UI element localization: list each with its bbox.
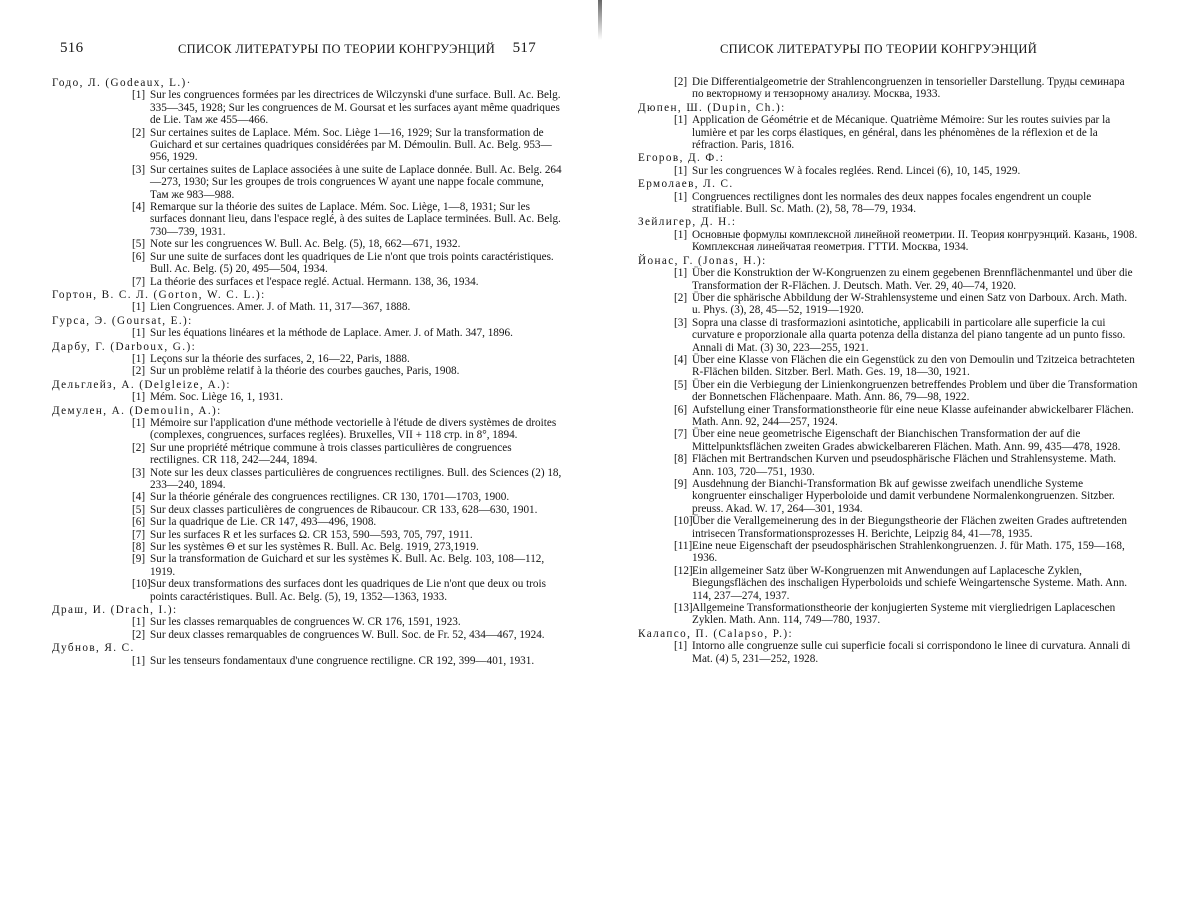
right-bibliography	[638, 76, 1138, 665]
author-heading	[52, 289, 562, 301]
author-name: Драш, И. (Drach, I.):	[52, 604, 178, 617]
author-name: Дюпен, Ш. (Dupin, Ch.):	[638, 101, 786, 114]
entry-number: [10]	[674, 515, 693, 528]
entry-text: Mémoire sur l'application d'une méthode vectorielle à l'étude de divers systèmes de droites (complexes, congruences, surfaces reglées). Bruxelles, VII + 118 стр. in 8°, 1894.	[150, 416, 557, 442]
entry-text: Allgemeine Transformationstheorie der konjugierten Systeme mit viergliedrigen Laplaceschen Zyklen. Math. Ann. 114, 749—780, 1937.	[692, 602, 1116, 627]
bib-entry	[674, 453, 1138, 478]
entry-number: [1]	[674, 164, 688, 177]
entry-text: Note sur les congruences W. Bull. Ac. Belg. (5), 18, 662—671, 1932.	[150, 238, 461, 251]
bib-entry	[132, 655, 562, 667]
entry-number: [1]	[674, 228, 688, 241]
entry-number: [6]	[674, 403, 688, 416]
bib-entry	[674, 428, 1138, 453]
author-name: Гурса, Э. (Goursat, E.):	[52, 314, 193, 327]
author-heading	[52, 604, 562, 616]
right-running-title: СПИСОК ЛИТЕРАТУРЫ ПО ТЕОРИИ КОНГРУЭНЦИЙ	[720, 42, 1038, 56]
bib-entry	[132, 529, 562, 541]
bib-entry	[674, 404, 1138, 429]
bib-entry	[132, 365, 562, 377]
entry-text: Über die sphärische Abbildung der W-Strahlensysteme und einen Satz von Darboux. Arch. Math. u. Phys. (3), 28, 45—52, 1919—1920.	[692, 291, 1128, 317]
bib-entry	[132, 201, 562, 238]
entry-text: Congruences rectilignes dont les normales des deux nappes focales engendrent un couple stratifiable. Bull. Sc. Math. (2), 58, 78—79, 1934.	[692, 190, 1092, 216]
entry-text: Sur un problème relatif à la théorie des courbes gauches, Paris, 1908.	[150, 365, 460, 378]
entry-number: [1]	[132, 391, 146, 404]
bib-entry	[132, 553, 562, 578]
entry-text: Über die Verallgemeinerung des in der Biegungstheorie der Flächen zweiten Grades auftretenden intrisecen Transformationsprozesses H. Berichte, Leipzig 84, 41—78, 1935.	[692, 515, 1128, 540]
bib-entry	[674, 565, 1138, 602]
bib-entry	[132, 327, 562, 339]
entry-text: Sur certaines suites de Laplace. Mém. Soc. Liège 1—16, 1929; Sur la transformation de Guichard et sur certaines quadriques considérées par M. Démoulin. Bull. Ac. Belg. 953—956, 1929.	[150, 126, 552, 164]
author-heading	[52, 77, 562, 89]
entry-text: Leçons sur la théorie des surfaces, 2, 16—22, Paris, 1888.	[150, 352, 410, 365]
entry-number: [4]	[674, 353, 688, 366]
author-heading	[52, 405, 562, 417]
right-page	[512, 0, 1200, 900]
left-running-title: СПИСОК ЛИТЕРАТУРЫ ПО ТЕОРИИ КОНГРУЭНЦИЙ	[178, 42, 496, 56]
entry-text: Sur la théorie générale des congruences rectilignes. CR 130, 1701—1703, 1900.	[150, 491, 510, 504]
bib-entry	[132, 251, 562, 276]
entry-text: Sur deux classes remarquables de congruences W. Bull. Soc. de Fr. 52, 434—467, 1924.	[150, 628, 545, 641]
entry-text: Mém. Soc. Liège 16, 1, 1931.	[150, 391, 283, 404]
right-page-number: 517	[512, 40, 536, 56]
bib-entry	[132, 629, 562, 641]
bib-entry	[674, 540, 1138, 565]
author-heading	[52, 379, 562, 391]
entry-number: [3]	[674, 316, 688, 329]
entry-number: [1]	[674, 190, 688, 203]
entry-text: Sur les congruences W à focales reglées. Rend. Lincei (6), 10, 145, 1929.	[692, 164, 1021, 177]
entry-number: [2]	[132, 365, 146, 378]
entry-text: Ausdehnung der Bianchi-Transformation Bk auf gewisse zweifach unendliche Systeme kongruenter einschaliger Hyperboloide und damit verbundene Normalenkongruenzen. Sitzber. preuss. Akad. W. 17, 264—301, 1934.	[692, 478, 1115, 515]
bib-entry	[674, 317, 1138, 354]
author-heading	[52, 341, 562, 353]
bib-entry	[132, 127, 562, 164]
entry-number: [5]	[674, 378, 688, 391]
entry-text: Über die Konstruktion der W-Kongruenzen zu einem gegebenen Brennflächenmantel und über die Transformation der R-Flächen. J. Deutsch. Math. Ver. 29, 40—74, 1920.	[692, 267, 1133, 292]
entry-text: Flächen mit Bertrandschen Kurven und pseudosphärische Flächen und Strahlensysteme. Math. Ann. 103, 720—751, 1930.	[692, 453, 1117, 478]
bib-entry	[132, 301, 562, 313]
entry-number: [5]	[132, 503, 146, 516]
bib-entry	[132, 516, 562, 528]
entry-number: [1]	[132, 301, 146, 314]
entry-number: [9]	[674, 478, 688, 490]
entry-number: [2]	[674, 291, 688, 304]
bib-entry	[132, 417, 562, 442]
entry-text: Eine neue Eigenschaft der pseudosphärischen Strahlenkongruenzen. J. für Math. 175, 159—168, 1936.	[692, 540, 1125, 565]
entry-text: Sur la quadrique de Lie. CR 147, 493—496, 1908.	[150, 516, 377, 529]
entry-number: [11]	[674, 540, 693, 553]
author-name: Дельглейз, А. (Delgleize, A.):	[52, 378, 231, 391]
bib-entry	[132, 491, 562, 503]
entry-text: Sur les tenseurs fondamentaux d'une congruence rectiligne. CR 192, 399—401, 1931.	[150, 654, 535, 667]
author-name: Калапсо, П. (Calapso, P.):	[638, 627, 793, 640]
entry-number: [1]	[132, 654, 146, 667]
entry-number: [7]	[132, 528, 146, 541]
bib-entry	[132, 164, 562, 201]
author-name: Дубнов, Я. С.	[52, 642, 135, 655]
author-name: Ермолаев, Л. С.	[638, 178, 734, 191]
entry-number: [1]	[132, 416, 146, 429]
bib-entry	[132, 578, 562, 603]
author-name: Йонас, Г. (Jonas, H.):	[638, 254, 767, 267]
entry-text: Sur certaines suites de Laplace associées à une suite de Laplace donnée. Bull. Ac. Belg. 264—273, 1930; Sur les groupes de trois congruences W ayant une nappe focale commune, Там же 983—988.	[150, 163, 562, 201]
bib-entry	[674, 478, 1138, 515]
entry-text: Über ein die Verbiegung der Linienkongruenzen betreffendes Problem und über die Transformation der Bonnetschen Flächenpaare. Math. Ann. 86, 79—98, 1922.	[692, 378, 1138, 404]
entry-number: [1]	[132, 89, 146, 102]
entry-number: [8]	[132, 541, 146, 554]
entry-number: [4]	[132, 491, 146, 504]
bib-entry	[674, 114, 1138, 151]
entry-text: Remarque sur la théorie des suites de Laplace. Mém. Soc. Liège, 1—8, 1931; Sur les surfaces donnant lieu, dans l'espace reglé, à des suites de Laplace terminées. Bull. Ac. Belg. 730—739, 1931.	[150, 201, 561, 238]
entry-number: [3]	[132, 163, 146, 176]
bib-entry	[674, 191, 1138, 216]
entry-number: [9]	[132, 553, 146, 566]
entry-text: Application de Géométrie et de Mécanique. Quatrième Mémoire: Sur les routes suivies par la lumière et par les corps élastiques, en général, dans les phénomènes de la réflexion et de la réfraction. Paris, 1816.	[692, 114, 1111, 152]
entry-number: [4]	[132, 201, 146, 214]
entry-number: [7]	[132, 275, 146, 288]
entry-text: Note sur les deux classes particulières de congruences rectilignes. Bull. des Sciences (2) 18, 233—240, 1894.	[150, 466, 562, 491]
entry-number: [1]	[132, 616, 146, 629]
entry-text: Sur les congruences formées par les directrices de Wilczynski d'une surface. Bull. Ac. Belg. 335—345, 1928; Sur les congruences de M. Goursat et les surfaces ayant même quadriques de Lie. Там же 455—466.	[150, 89, 561, 127]
entry-text: Ein allgemeiner Satz über W-Kongruenzen mit Anwendungen auf Laplacesche Zyklen, Biegungsflächen des inschaligen Hyperboloids und schiefe Weingartensche Systeme. Math. Ann. 114, 237—274, 1937.	[692, 564, 1128, 602]
entry-number: [7]	[674, 428, 688, 441]
bib-entry	[132, 616, 562, 628]
bib-entry	[674, 165, 1138, 177]
left-page-number: 516	[60, 40, 84, 56]
entry-number: [1]	[674, 114, 688, 127]
bib-entry	[132, 442, 562, 467]
entry-text: Über eine neue geometrische Eigenschaft der Bianchischen Transformation der auf die Mittelpunktsflächen zweiten Grades abwickelbareren Flächen. Math. Ann. 99, 435—478, 1928.	[692, 428, 1121, 453]
entry-number: [3]	[132, 466, 146, 479]
author-heading	[52, 642, 562, 654]
entry-number: [12]	[674, 564, 693, 577]
entry-number: [2]	[132, 628, 146, 641]
author-name: Годо, Л. (Godeaux, L.)·	[52, 77, 192, 89]
bib-entry	[132, 504, 562, 516]
entry-number: [10]	[132, 578, 151, 591]
author-name: Егоров, Д. Ф.:	[638, 152, 725, 165]
entry-number: [13]	[674, 602, 693, 615]
entry-text: Intorno alle congruenze sulle cui superficie focali si corrispondono le linee di curvatura. Annali di Mat. (4) 5, 231—252, 1928.	[692, 640, 1131, 665]
entry-number: [6]	[132, 250, 146, 263]
author-heading	[638, 152, 1138, 164]
author-heading	[638, 628, 1138, 640]
bib-entry	[132, 391, 562, 403]
bib-entry	[132, 238, 562, 250]
author-name: Зейлигер, Д. Н.:	[638, 216, 737, 229]
bib-entry	[132, 89, 562, 126]
entry-number: [1]	[132, 352, 146, 365]
entry-text: Sur les équations linéares et la méthode de Laplace. Amer. J. of Math. 347, 1896.	[150, 327, 513, 340]
left-bibliography	[52, 76, 562, 667]
entry-text: Die Differentialgeometrie der Strahlencongruenzen in tensorieller Darstellung. Труды семинара по векторному и тензорному анализу. Москва, 1933.	[692, 76, 1125, 101]
author-heading	[638, 216, 1138, 228]
entry-text: Über eine Klasse von Flächen die ein Gegenstück zu den von Demoulin und Tzitzeica betrachteten R-Flächen bilden. Sitzber. Berl. Math. Ges. 19, 18—30, 1921.	[692, 353, 1135, 379]
bib-entry	[674, 640, 1138, 665]
entry-text: Sur les systèmes Θ et sur les systèmes R. Bull. Ac. Belg. 1919, 273,1919.	[150, 541, 479, 554]
bib-entry	[132, 467, 562, 492]
entry-text: Sur une suite de surfaces dont les quadriques de Lie n'ont que trois points caractéristiques. Bull. Ac. Belg. (5) 20, 495—504, 1934.	[150, 250, 554, 276]
entry-text: La théorie des surfaces et l'espace reglé. Actual. Hermann. 138, 36, 1934.	[150, 275, 479, 288]
entry-text: Sur deux transformations des surfaces dont les quadriques de Lie n'ont que deux ou trois points caractéristiques. Bull. Ac. Belg. (5), 19, 1352—1363, 1933.	[150, 578, 546, 603]
entry-number: [2]	[674, 76, 688, 88]
bib-entry	[674, 515, 1138, 540]
entry-number: [5]	[132, 238, 146, 251]
bib-entry	[674, 292, 1138, 317]
bib-entry	[132, 541, 562, 553]
entry-text: Lien Congruences. Amer. J. of Math. 11, 317—367, 1888.	[150, 301, 411, 314]
entry-text: Sur les classes remarquables de congruences W. CR 176, 1591, 1923.	[150, 616, 461, 629]
bib-entry	[132, 276, 562, 288]
entry-number: [8]	[674, 453, 688, 466]
author-heading	[638, 178, 1138, 190]
author-heading	[638, 255, 1138, 267]
entry-text: Sur une propriété métrique commune à trois classes particulières de congruences rectilignes. CR 118, 242—244, 1894.	[150, 441, 512, 467]
entry-number: [1]	[674, 640, 688, 653]
bib-entry	[674, 229, 1138, 254]
entry-text: Sur les surfaces R et les surfaces Ω. CR 153, 590—593, 705, 797, 1911.	[150, 528, 473, 541]
entry-number: [1]	[674, 267, 688, 280]
entry-number: [1]	[132, 327, 146, 340]
author-name: Гортон, В. С. Л. (Gorton, W. C. L.):	[52, 288, 266, 301]
bib-entry	[674, 267, 1138, 292]
entry-text: Sopra una classe di trasformazioni asintotiche, applicabili in particolare alle superficie la cui curvature e proporzionale alla quarta potenza della distanza del piano tangente ad un punto fisso. Annali di Mat. (3) 30, 223—255, 1921.	[692, 316, 1126, 354]
entry-number: [6]	[132, 516, 146, 529]
entry-text: Aufstellung einer Transformationstheorie für eine neue Klasse aufeinander abwickelbarer Flächen. Math. Ann. 92, 244—257, 1924.	[692, 403, 1134, 428]
entry-text: Sur la transformation de Guichard et sur les systèmes K. Bull. Ac. Belg. 103, 108—112, 1919.	[150, 553, 545, 578]
entry-number: [2]	[132, 441, 146, 454]
bib-entry	[674, 379, 1138, 404]
author-heading	[52, 315, 562, 327]
bib-entry	[674, 602, 1138, 627]
author-name: Дарбу, Г. (Darboux, G.):	[52, 340, 197, 353]
entry-number: [2]	[132, 126, 146, 139]
bib-entry-continued	[674, 76, 1138, 101]
author-name: Демулен, А. (Demoulin, A.):	[52, 404, 222, 417]
entry-text: Основные формулы комплексной линейной геометрии. II. Теория конгруэнций. Казань, 1908. Комплексная линейчатая геометрия. ГТТИ. Москва, 1934.	[692, 228, 1138, 254]
entry-text: Sur deux classes particulières de congruences de Ribaucour. CR 133, 628—630, 1901.	[150, 503, 538, 516]
bib-entry	[132, 353, 562, 365]
bib-entry	[674, 354, 1138, 379]
author-heading	[638, 102, 1138, 114]
